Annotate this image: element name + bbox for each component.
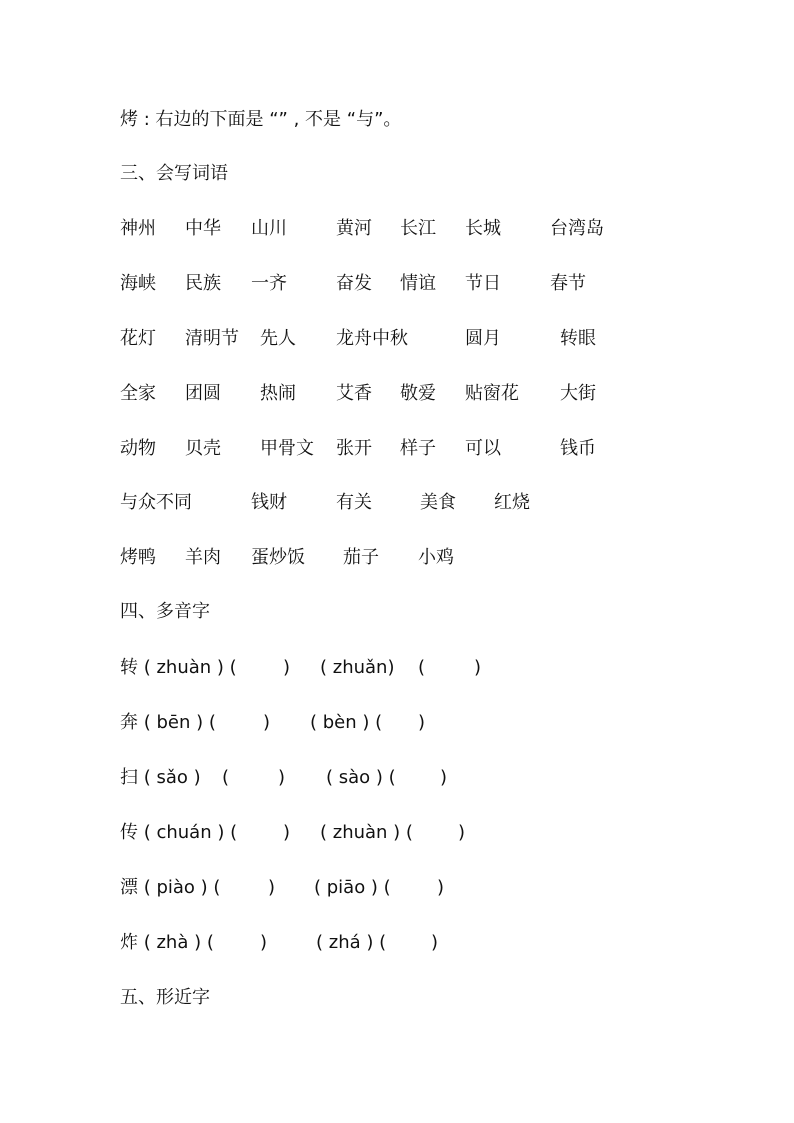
word-row-5 — [0, 437, 794, 461]
word: 与众不同 — [120, 492, 192, 513]
word: 先人 — [260, 328, 296, 349]
word: 圆月 — [465, 328, 501, 349]
word: 台湾岛 — [550, 218, 604, 239]
polyphone-part: ) — [458, 822, 466, 843]
word: 甲骨文 — [260, 438, 314, 459]
word: 全家 — [120, 383, 156, 404]
polyphone-part: ( piāo ) ( — [314, 877, 391, 898]
word-row-2 — [0, 272, 794, 296]
word: 黄河 — [336, 218, 372, 239]
word: 小鸡 — [418, 547, 454, 568]
word: 蛋炒饭 — [251, 547, 305, 568]
polyphone-row-3 — [0, 766, 794, 790]
word-row-1 — [0, 217, 794, 241]
word-row-6 — [0, 491, 794, 515]
word: 烤鸭 — [120, 547, 156, 568]
polyphone-part: ( sào ) ( — [326, 767, 396, 788]
word: 有关 — [336, 492, 372, 513]
word: 转眼 — [560, 328, 596, 349]
polyphone-part: ) — [260, 932, 268, 953]
word: 节日 — [465, 273, 501, 294]
polyphone-part: ( zhá ) ( — [316, 932, 387, 953]
polyphone-part: 奔 ( bēn ) ( — [120, 712, 216, 733]
section-heading-5: 五、形近字 — [120, 987, 210, 1008]
note-line: 烤 : 右边的下面是 “” , 不是 “与”。 — [120, 109, 402, 130]
word: 花灯 — [120, 328, 156, 349]
polyphone-row-4 — [0, 821, 794, 845]
word: 贴窗花 — [465, 383, 519, 404]
polyphone-part: ( bèn ) ( — [310, 712, 383, 733]
polyphone-part: ( — [222, 767, 230, 788]
word: 民族 — [185, 273, 221, 294]
word-row-7 — [0, 546, 794, 570]
word: 茄子 — [343, 547, 379, 568]
polyphone-part: ) — [263, 712, 271, 733]
polyphone-part: ) — [431, 932, 439, 953]
word: 长城 — [465, 218, 501, 239]
word: 春节 — [550, 273, 586, 294]
word-row-3 — [0, 327, 794, 351]
word: 艾香 — [336, 383, 372, 404]
polyphone-row-6 — [0, 931, 794, 955]
word: 奋发 — [336, 273, 372, 294]
word: 可以 — [465, 438, 501, 459]
word: 美食 — [420, 492, 456, 513]
word-row-4 — [0, 382, 794, 406]
polyphone-row-5 — [0, 876, 794, 900]
polyphone-part: ( — [418, 657, 426, 678]
polyphone-part: ) — [418, 712, 426, 733]
word: 山川 — [251, 218, 287, 239]
polyphone-part: 炸 ( zhà ) ( — [120, 932, 214, 953]
polyphone-row-1 — [0, 656, 794, 680]
word: 红烧 — [494, 492, 530, 513]
word: 敬爱 — [400, 383, 436, 404]
polyphone-part: 传 ( chuán ) ( — [120, 822, 238, 843]
polyphone-part: ) — [283, 822, 291, 843]
polyphone-part: ) — [437, 877, 445, 898]
polyphone-part: ( zhuàn ) ( — [320, 822, 413, 843]
word: 神州 — [120, 218, 156, 239]
polyphone-part: ) — [440, 767, 448, 788]
word: 海峡 — [120, 273, 156, 294]
polyphone-part: ) — [283, 657, 291, 678]
polyphone-part: ) — [474, 657, 482, 678]
word: 贝壳 — [185, 438, 221, 459]
word: 张开 — [336, 438, 372, 459]
word: 长江 — [400, 218, 436, 239]
word: 钱币 — [560, 438, 596, 459]
word: 龙舟中秋 — [336, 328, 408, 349]
word: 钱财 — [251, 492, 287, 513]
word: 中华 — [185, 218, 221, 239]
word: 热闹 — [260, 383, 296, 404]
section-heading-4: 四、多音字 — [120, 601, 210, 622]
word: 一齐 — [251, 273, 287, 294]
word: 团圆 — [185, 383, 221, 404]
word: 清明节 — [185, 328, 239, 349]
polyphone-part: ) — [268, 877, 276, 898]
polyphone-row-2 — [0, 711, 794, 735]
word: 情谊 — [400, 273, 436, 294]
polyphone-part: ) — [278, 767, 286, 788]
section-heading-3: 三、会写词语 — [120, 163, 228, 184]
word: 动物 — [120, 438, 156, 459]
word: 羊肉 — [185, 547, 221, 568]
polyphone-part: 转 ( zhuàn ) ( — [120, 657, 237, 678]
polyphone-part: ( zhuǎn) — [320, 657, 395, 678]
word: 大街 — [560, 383, 596, 404]
polyphone-part: 漂 ( piào ) ( — [120, 877, 221, 898]
word: 样子 — [400, 438, 436, 459]
polyphone-part: 扫 ( sǎo ) — [120, 767, 201, 788]
